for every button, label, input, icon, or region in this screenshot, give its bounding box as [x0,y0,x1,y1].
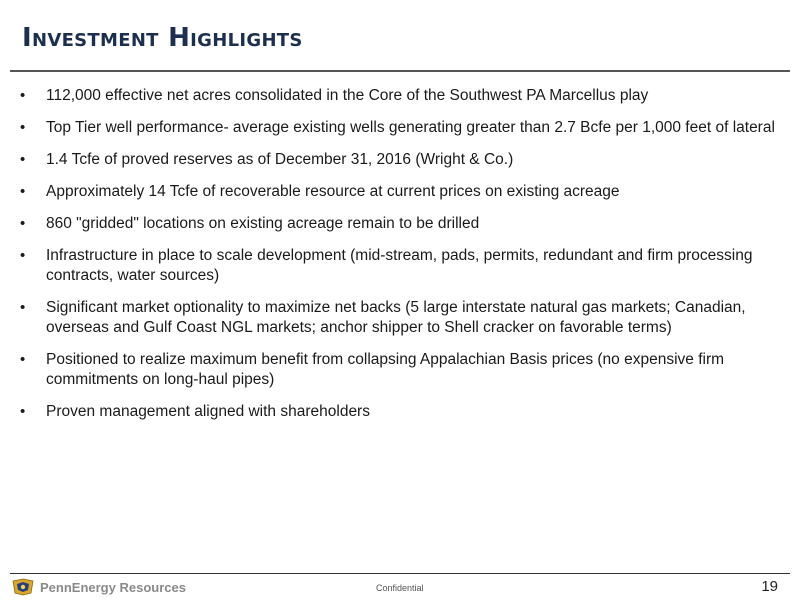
list-item [18,298,778,338]
list-item-text: Positioned to realize maximum benefit from collapsing Appalachian Basis prices (no expensive firm commitments on long-haul pipes) [46,351,725,388]
page-number: 19 [761,578,778,595]
bullet-icon: • [20,247,26,264]
slide-title: Investment Highlights [22,23,303,53]
highlights-list [18,86,778,434]
list-item-text: Approximately 14 Tcfe of recoverable resource at current prices on existing acreage [46,183,620,200]
bullet-icon: • [20,215,26,232]
list-item-text: 860 "gridded" locations on existing acreage remain to be drilled [46,215,480,232]
list-item [18,402,778,422]
list-item [18,350,778,390]
footer-divider [10,573,790,574]
list-item [18,214,778,234]
bullet-icon: • [20,151,26,168]
bullet-icon: • [20,183,26,200]
footer-company-name: PennEnergy Resources [40,580,186,595]
list-item [18,150,778,170]
bullet-icon: • [20,87,26,104]
bullet-icon: • [20,403,26,420]
bullet-icon: • [20,119,26,136]
bullet-icon: • [20,351,26,368]
list-item-text: Proven management aligned with shareholders [46,403,370,420]
list-item-text: 1.4 Tcfe of proved reserves as of December 31, 2016 (Wright & Co.) [46,151,514,168]
list-item-text: Infrastructure in place to scale development (mid-stream, pads, permits, redundant and firm processing contracts, water sources) [46,247,753,284]
list-item [18,182,778,202]
list-item-text: Top Tier well performance- average existing wells generating greater than 2.7 Bcfe per 1,000 feet of lateral [46,119,775,136]
company-logo-icon [12,578,34,596]
list-item-text: 112,000 effective net acres consolidated in the Core of the Southwest PA Marcellus play [46,87,649,104]
bullet-icon: • [20,299,26,316]
confidential-label: Confidential [376,583,424,593]
list-item [18,86,778,106]
list-item [18,246,778,286]
title-divider [10,70,790,72]
list-item-text: Significant market optionality to maximize net backs (5 large interstate natural gas markets; Canadian, overseas and Gulf Coast NGL markets; anchor shipper to Shell cracker on favorable terms) [46,299,746,336]
list-item [18,118,778,138]
